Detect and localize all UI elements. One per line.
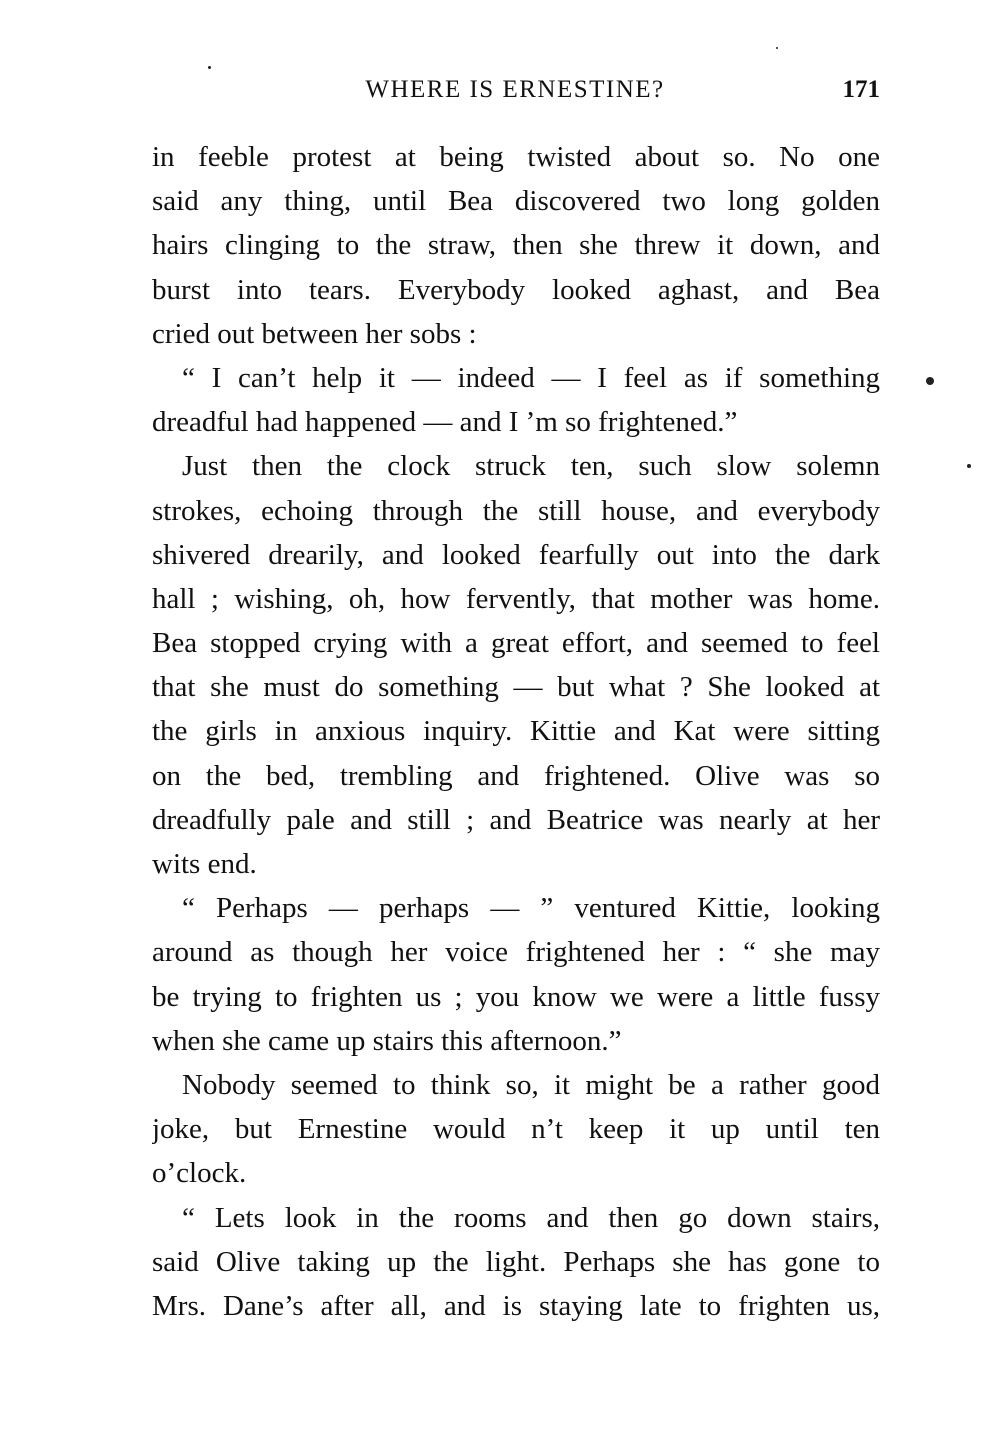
text-line: on the bed, trembling and frightened. Olive was so [152,759,880,792]
chapter-title: WHERE IS ERNESTINE? [365,76,665,103]
text-line: hall ; wishing, oh, how fervently, that mother was home. [152,582,880,615]
text-line: be trying to frighten us ; you know we were a little fussy [152,980,880,1013]
text-line: Bea stopped crying with a great effort, and seemed to feel [152,627,880,660]
ink-speck [208,66,211,69]
text-line: that she must do something — but what ? She looked at [152,671,880,704]
text-line: wits end. [152,848,257,880]
text-line: Nobody seemed to think so, it might be a rather good [182,1068,880,1101]
text-line: said Olive taking up the light. Perhaps she has gone to [152,1245,880,1278]
running-head [150,72,880,108]
text-line: around as though her voice frightened her : “ she may [152,936,880,969]
text-line: in feeble protest at being twisted about so. No one [152,141,880,173]
text-line: “ Lets look in the rooms and then go down stairs, [182,1201,880,1234]
text-line: Just then the clock struck ten, such slow solemn [182,450,880,483]
text-line: said any thing, until Bea discovered two long golden [152,185,880,218]
text-line: burst into tears. Everybody looked aghast, and Bea [152,273,880,306]
text-line: hairs clinging to the straw, then she threw it down, and [152,229,880,262]
text-line: dreadful had happened — and I ’m so frightened.” [152,406,738,439]
ink-speck [776,47,778,49]
page-number: 171 [842,76,880,103]
text-line: o’clock. [152,1157,247,1190]
body-text [152,135,880,1328]
text-line: “ Perhaps — perhaps — ” ventured Kittie, looking [182,892,880,925]
text-line: joke, but Ernestine would n’t keep it up until ten [152,1113,880,1146]
text-line: Mrs. Dane’s after all, and is staying late to frighten us, [152,1289,880,1322]
text-line: “ I can’t help it — indeed — I feel as if something [182,361,880,394]
text-line: cried out between her sobs : [152,317,477,350]
text-line: strokes, echoing through the still house, and everybody [152,494,880,527]
text-line: when she came up stairs this afternoon.” [152,1024,622,1057]
text-line: the girls in anxious inquiry. Kittie and Kat were sitting [152,715,880,748]
text-line: dreadfully pale and still ; and Beatrice was nearly at her [152,803,880,836]
ink-speck [926,377,934,385]
ink-speck [967,464,971,468]
text-line: shivered drearily, and looked fearfully out into the dark [152,538,880,571]
